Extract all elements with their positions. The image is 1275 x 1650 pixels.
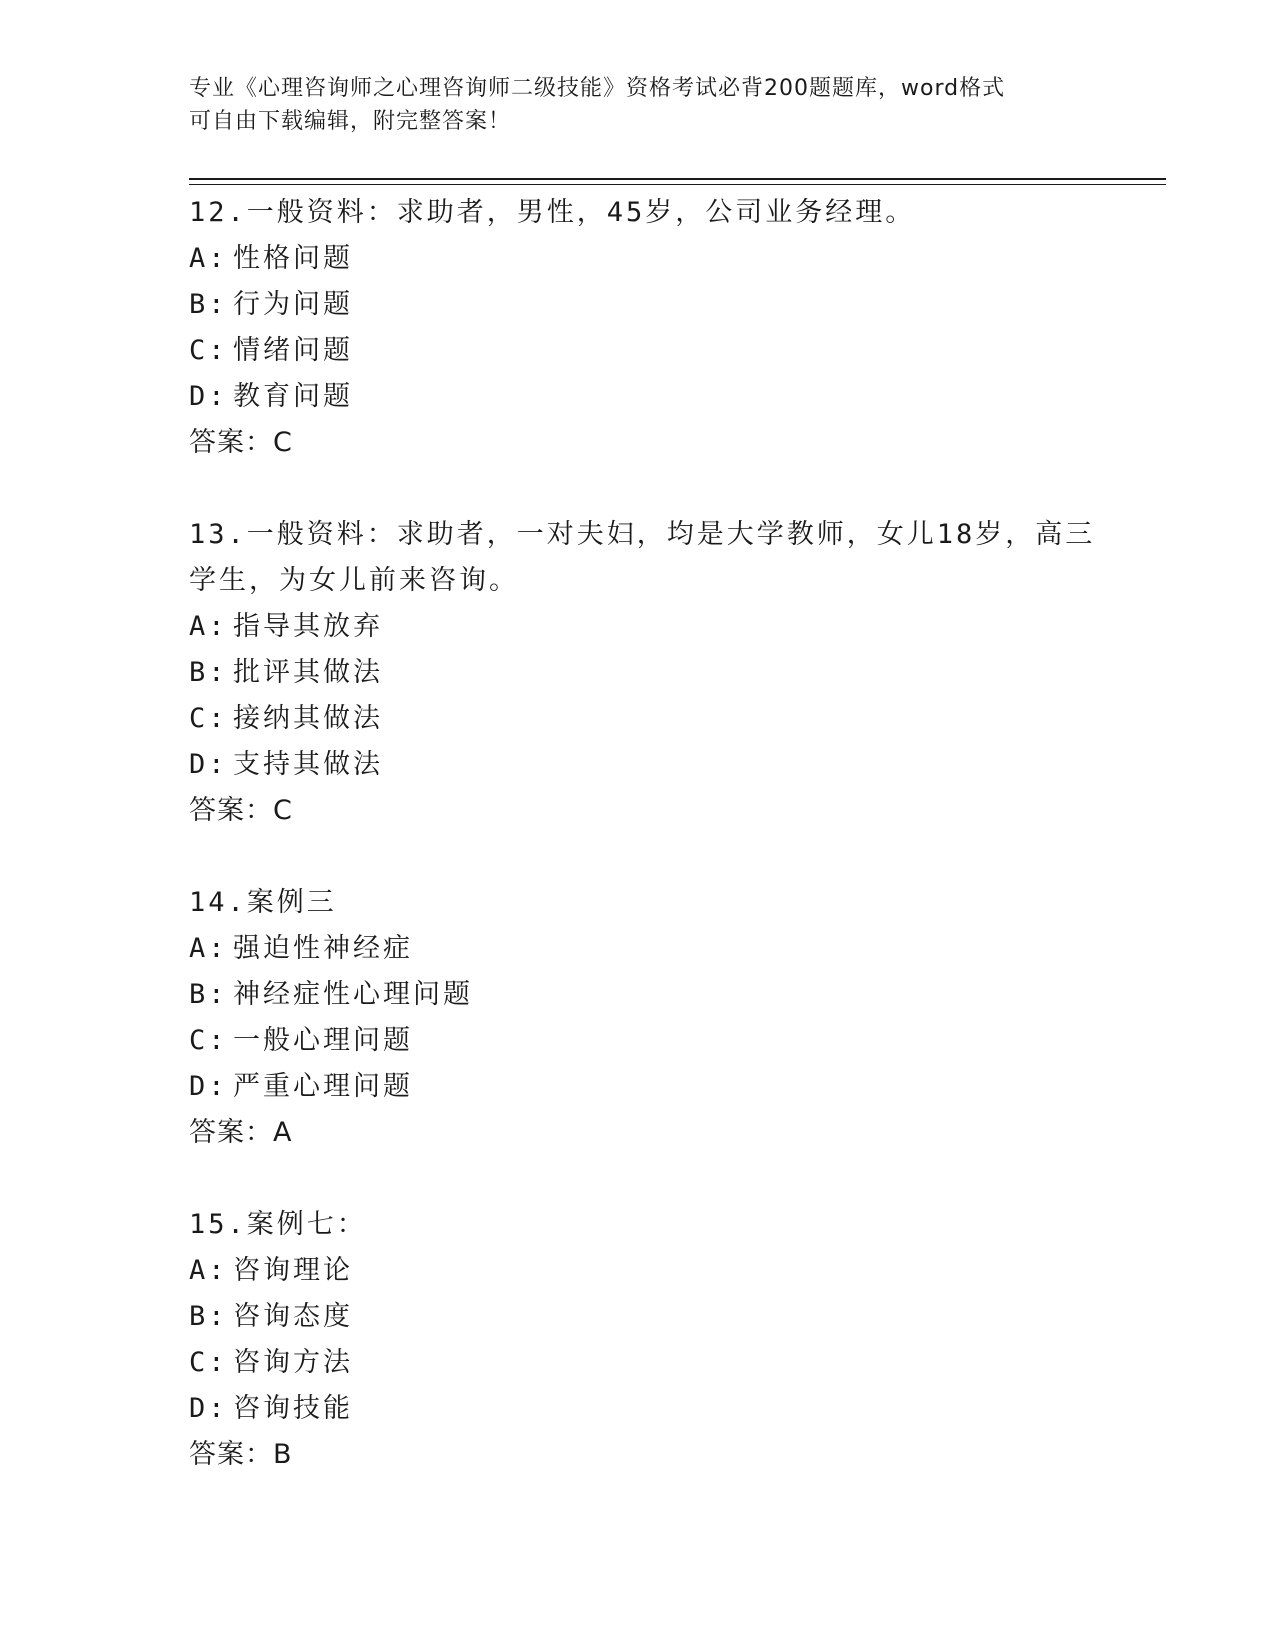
option-letter: C: [189,1025,228,1056]
question-stem: 14.案例三 [189,887,337,918]
header-line-1: 专业《心理咨询师之心理咨询师二级技能》资格考试必背200题题库，word格式 [189,76,1006,101]
option-text: 教育问题 [233,381,353,412]
option-b [189,1294,1109,1340]
option-letter: C: [189,703,228,734]
option-d [189,1386,1109,1432]
option-letter: B: [189,289,228,320]
option-text: 咨询理论 [233,1255,353,1286]
answer-line: 答案：B [189,1439,293,1470]
question-stem: 12.一般资料：求助者，男性，45岁，公司业务经理。 [189,197,916,228]
option-text: 批评其做法 [233,657,383,688]
answer-line: 答案：C [189,795,293,826]
option-c [189,1018,1109,1064]
option-text: 性格问题 [233,243,353,274]
option-d [189,742,1109,788]
option-c [189,328,1109,374]
option-b [189,650,1109,696]
option-text: 支持其做法 [233,749,383,780]
option-text: 指导其放弃 [233,611,383,642]
question-list [189,190,1109,1524]
option-text: 接纳其做法 [233,703,383,734]
option-letter: C: [189,1347,228,1378]
question-13 [189,512,1109,834]
option-a [189,926,1109,972]
option-letter: D: [189,381,228,412]
option-c [189,1340,1109,1386]
option-letter: A: [189,933,228,964]
header-divider-thin [189,184,1166,185]
question-15 [189,1202,1109,1478]
answer-line: 答案：C [189,427,293,458]
option-text: 情绪问题 [233,335,353,366]
option-text: 咨询技能 [233,1393,353,1424]
option-b [189,282,1109,328]
option-d [189,374,1109,420]
option-a [189,1248,1109,1294]
header-line-2: 可自由下载编辑，附完整答案！ [189,109,512,134]
document-header [189,72,1089,138]
option-text: 神经症性心理问题 [233,979,473,1010]
option-letter: C: [189,335,228,366]
option-letter: A: [189,611,228,642]
question-stem: 13.一般资料：求助者，一对夫妇，均是大学教师，女儿18岁，高三 [189,519,1096,550]
option-text: 咨询态度 [233,1301,353,1332]
option-letter: A: [189,243,228,274]
option-letter: B: [189,979,228,1010]
option-text: 一般心理问题 [233,1025,413,1056]
option-letter: B: [189,657,228,688]
answer-line: 答案：A [189,1117,293,1148]
option-c [189,696,1109,742]
option-letter: D: [189,749,228,780]
question-12 [189,190,1109,466]
option-text: 强迫性神经症 [233,933,413,964]
option-text: 严重心理问题 [233,1071,413,1102]
option-letter: B: [189,1301,228,1332]
option-letter: D: [189,1393,228,1424]
header-divider-thick [189,178,1166,180]
question-stem-continued: 学生，为女儿前来咨询。 [189,565,519,596]
option-a [189,604,1109,650]
option-d [189,1064,1109,1110]
option-text: 行为问题 [233,289,353,320]
option-b [189,972,1109,1018]
option-a [189,236,1109,282]
option-text: 咨询方法 [233,1347,353,1378]
question-14 [189,880,1109,1156]
option-letter: A: [189,1255,228,1286]
question-stem: 15.案例七： [189,1209,367,1240]
option-letter: D: [189,1071,228,1102]
